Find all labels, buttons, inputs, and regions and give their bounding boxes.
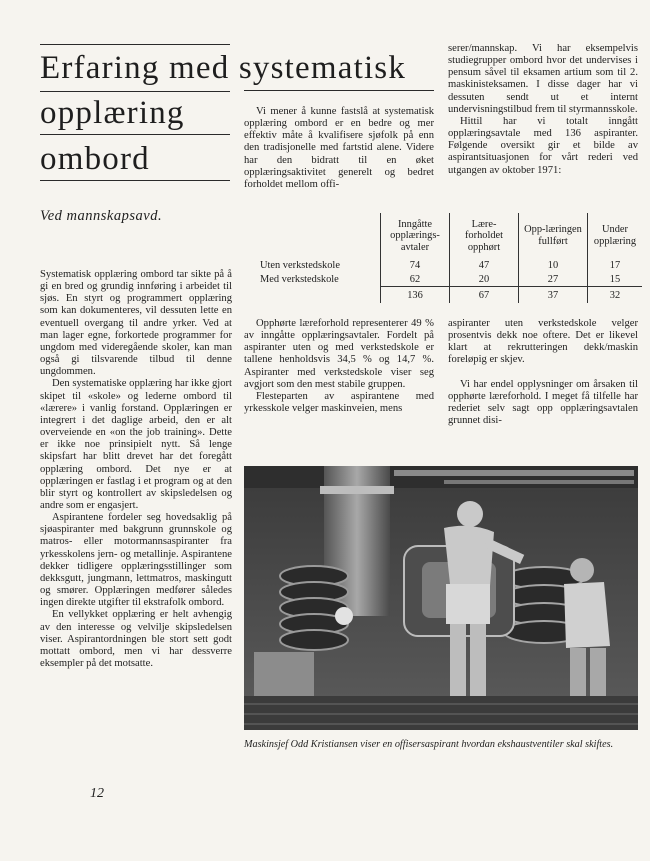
title-rule-3 [40, 180, 230, 181]
table-total-cell: 37 [519, 287, 588, 303]
table-cell: 10 [519, 259, 588, 273]
right-lower-paragraph: aspiranter uten verkstedskole velger prosentvis dekk noe oftere. Det er likevel klart at rekrutteringen dekk/maskin foreløpig er skjev. [448, 318, 638, 366]
article-title-line-2: opplæring [40, 95, 185, 131]
table-cell: 27 [519, 273, 588, 287]
right-upper-paragraph: Hittil har vi totalt inngått opplæringsavtale med 136 aspiranter. Følgende oversikt gir et bilde av aspirantsituasjonen for vårt rederi ved utgangen av oktober 1971: [448, 115, 638, 176]
table-total-label [244, 287, 381, 303]
table-cell: 47 [450, 259, 519, 273]
table-header-cell: Opp-læringen fullført [519, 213, 588, 259]
table-cell: 15 [588, 273, 643, 287]
article-title-line-1: Erfaring med systematisk [40, 50, 407, 86]
table-header-row [244, 213, 642, 259]
engine-room-photo [244, 466, 638, 730]
left-paragraph: Systematisk opplæring ombord tar sikte på å gi en bred og grundig innføring i arbeidet til sjøs. En styrt og programmert opplæring som kan dokumenteres, vil dessuten lette en eventuell overgang til andre yrker. Ved at man lager egne, forkortede programmer for ungdom med videregående skoler, kan man også gi tilsvarende tilbud til denne ungdommen. [40, 269, 232, 378]
table-total-cell: 67 [450, 287, 519, 303]
table-cell: 17 [588, 259, 643, 273]
left-column [40, 269, 232, 670]
table-header-cell: Inngåtte opplærings-avtaler [381, 213, 450, 259]
table-cell: 62 [381, 273, 450, 287]
title-rule-2 [40, 134, 230, 135]
byline: Ved mannskapsavd. [40, 208, 163, 224]
right-lower-column [448, 318, 638, 427]
middle-upper-column [244, 106, 434, 191]
table-row-label: Uten verkstedskole [260, 260, 340, 271]
table-row [244, 273, 642, 287]
middle-upper-paragraph: Vi mener å kunne fastslå at systematisk opplæring ombord er en bedre og mer effektiv måte å kvalifisere sjøfolk på enn den tradisjonelle med fartstid alene. Videre har den bidratt til en øket opplæringsaktivitet generelt og bedret forholdet mellom offi- [244, 106, 434, 190]
middle-lower-paragraph: Opphørte læreforhold representerer 49 % av inngåtte opplæringsavtaler. Fordelt på aspiranter uten og med verkstedskole er tallene henholdsvis 34,5 % og 14,7 %. Aspiranter med verkstedskole viser seg avgjort som den mest stabile gruppen. [244, 318, 434, 390]
left-paragraph: Den systematiske opplæring har ikke gjort skipet til «skole» og lederne ombord til «lærere» i vanlig forstand. Opplæringen er integrert i det daglige arbeid, den er alt overveiende en «on the job training». Dette er ikke noe prinsipielt nytt. Så lenge skipsfart har blitt drevet har det foregått opplæring ombord. Det nye er at opplæringen er fastlag i et program og at den blir styrt og kontrollert av skipsledelsen og andre som er engasjert. [40, 378, 232, 511]
middle-lower-column [244, 318, 434, 415]
table-total-cell: 32 [588, 287, 643, 303]
table-total-row [244, 287, 642, 303]
table-row [244, 259, 642, 273]
right-upper-paragraph: serer/mannskap. Vi har eksempelvis studiegrupper ombord hvor det undervises i pensum såvel til eksamen artium som til 2. maskinisteksamen. I disse dager har vi dessuten sendt ut et internt undervisningstilbud frem til styrmannsskole. [448, 43, 638, 115]
photo-caption: Maskinsjef Odd Kristiansen viser en offisersaspirant hvordan ekshaustventiler skal skiftes. [244, 739, 614, 750]
table-total-cell: 136 [381, 287, 450, 303]
aspirant-statistics-table [244, 213, 642, 303]
table-header-cell [244, 213, 381, 259]
left-paragraph: En vellykket opplæring er helt avhengig av den interesse og velvilje skipsledelsen viser. Aspirantordningen ble stort sett godt mottatt ombord, men vi har dessverre eksempler på det motsatte. [40, 609, 232, 669]
left-paragraph: Aspirantene fordeler seg hovedsaklig på sjøaspiranter med bakgrunn grunnskole og matros- eller motormannsaspiranter fra yrkesskolens jern- og metallinje. Aspirantene dekker tidligere opplæringsstillinger som dekksgutt, jungmann, lettmatros, maskingutt og smører. Opplæringen medfører således ingen direkte utgifter til ekstrafolk ombord. [40, 512, 232, 609]
title-top-rule [40, 44, 230, 45]
table-cell: 74 [381, 259, 450, 273]
middle-lower-paragraph: Flesteparten av aspirantene med yrkesskole velger maskinveien, mens [244, 390, 434, 415]
right-upper-column [448, 43, 638, 177]
title-rule-1 [40, 91, 230, 92]
title-rule-right [244, 90, 434, 91]
page-number: 12 [90, 786, 104, 801]
table-header-cell: Under opplæring [588, 213, 643, 259]
table-cell: 20 [450, 273, 519, 287]
right-lower-paragraph: Vi har endel opplysninger om årsaken til opphørte læreforhold. I meget få tilfelle har rederiet selv sagt opp opplæringsavtalen grunnet disi- [448, 378, 638, 427]
engine-room-illustration [244, 466, 638, 730]
article-title-line-3: ombord [40, 141, 150, 177]
table-header-cell: Lære-forholdet opphørt [450, 213, 519, 259]
table-row-label: Med verkstedskole [260, 273, 339, 285]
